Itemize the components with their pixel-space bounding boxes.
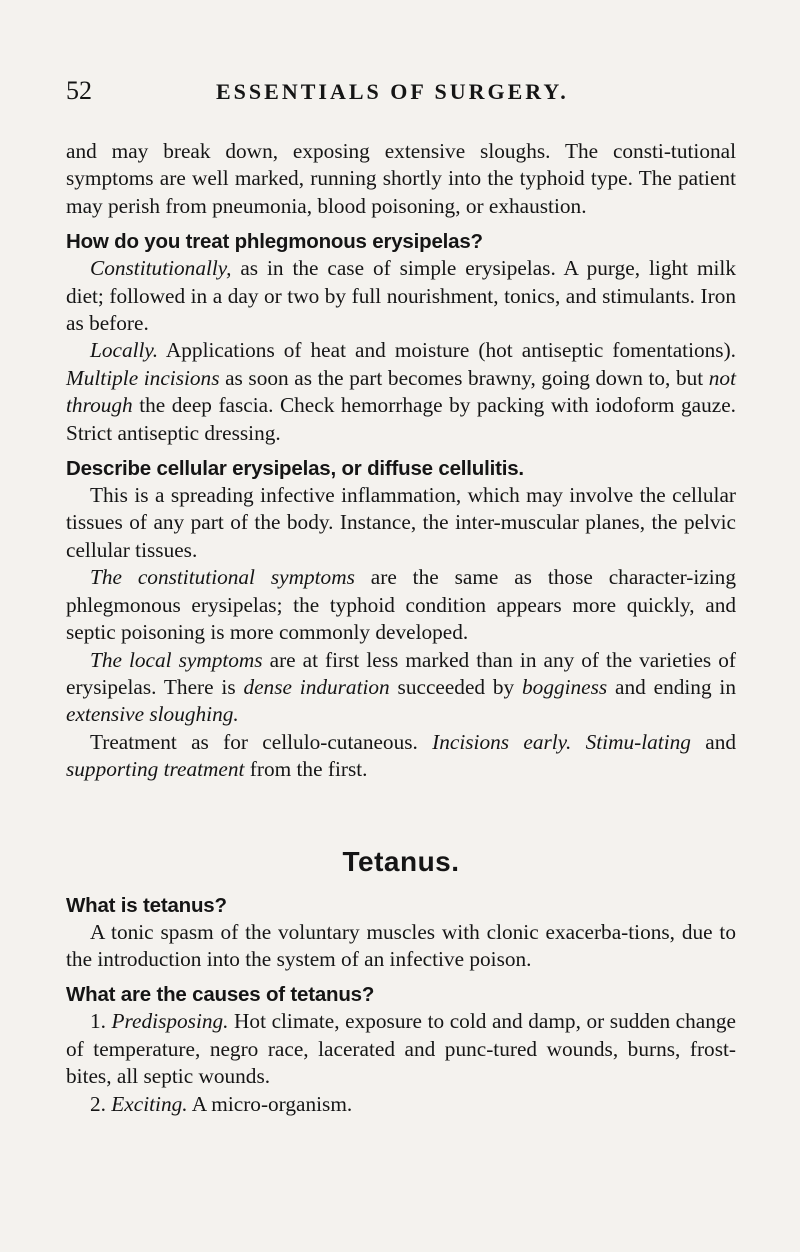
answer-text: Treatment as for cellulo-cutaneous. (90, 729, 433, 754)
emphasis-incisions-early: Incisions early. Stimu-lating (432, 729, 691, 754)
page-header (66, 76, 736, 110)
answer-text: succeeded by (389, 674, 523, 699)
question-treat-phlegmonous: How do you treat phlegmonous erysipelas? (66, 230, 483, 254)
opening-paragraph: and may break down, exposing extensive sloughs. The consti-tutional symptoms are well marked, running shortly into the typhoid type. The patient may perish from pneumonia, blood poisoning, or exhaustion. (66, 139, 736, 218)
answer-text: Applications of heat and moisture (hot antiseptic fomentations). (158, 338, 736, 363)
emphasis-exciting: Exciting. (111, 1091, 188, 1116)
list-number: 1. (90, 1009, 112, 1034)
emphasis-bogginess: bogginess (522, 674, 608, 699)
answer-text: and (690, 729, 736, 754)
question-describe-cellular: Describe cellular erysipelas, or diffuse cellulitis. (66, 457, 524, 481)
emphasis-locally: Locally. (90, 338, 159, 363)
emphasis-supporting-treatment: supporting treatment (66, 757, 245, 782)
emphasis-extensive-sloughing: extensive sloughing. (66, 702, 239, 727)
answer-text: and ending in (607, 674, 736, 699)
answer-treatment (66, 729, 736, 784)
answer-text: the deep fascia. Check hemorrhage by packing with iodoform gauze. Strict antiseptic dressing. (66, 393, 736, 445)
answer-text: Hot climate, exposure to cold and damp, or sudden change of temperature, negro race, lacerated and punc-tured wounds, burns, frost-bites, all septic wounds. (66, 1009, 736, 1089)
running-head: ESSENTIALS OF SURGERY. (216, 79, 569, 104)
section-title: Tetanus. (342, 845, 460, 877)
emphasis-not-through: not through (66, 365, 736, 418)
answer-constitutionally (66, 255, 736, 337)
answer-locally (66, 337, 736, 447)
answer-text: as in the case of simple erysipelas. A purge, light milk diet; followed in a day or two by full nourishment, tonics, and stimulants. Iron as before. (66, 256, 736, 336)
emphasis-dense-induration: dense induration (243, 674, 390, 699)
answer-text: from the first. (244, 757, 368, 782)
answer-tetanus-definition: A tonic spasm of the voluntary muscles with clonic exacerba-tions, due to the introduction into the system of an infective poison. (66, 919, 736, 971)
emphasis-predisposing: Predisposing. (111, 1009, 229, 1034)
page-number: 52 (66, 76, 92, 105)
answer-predisposing (66, 1008, 736, 1090)
answer-text: as soon as the part becomes brawny, going down to, but (219, 365, 709, 390)
emphasis-local-symptoms: The local symptoms (90, 647, 263, 672)
answer-text: are at first less marked than in any of the varieties of erysipelas. There is (66, 647, 736, 699)
list-number: 2. (90, 1091, 112, 1116)
answer-exciting (66, 1091, 736, 1118)
emphasis-multiple-incisions: Multiple incisions (66, 365, 220, 390)
question-what-is-tetanus: What is tetanus? (66, 893, 227, 917)
answer-definition: This is a spreading infective inflammation, which may involve the cellular tissues of any part of the body. Instance, the inter-muscular planes, the pelvic cellular tissues. (66, 483, 736, 562)
answer-text: A micro-organism. (187, 1091, 353, 1116)
answer-text: are the same as those character-izing phlegmonous erysipelas; the typhoid condition appears more quickly, and septic poisoning is more commonly developed. (66, 565, 736, 645)
answer-local-symptoms (66, 647, 736, 729)
answer-constitutional-symptoms (66, 564, 736, 646)
emphasis-constitutionally: Constitutionally, (90, 256, 232, 281)
question-causes-tetanus: What are the causes of tetanus? (66, 983, 375, 1007)
emphasis-constitutional-symptoms: The constitutional symptoms (90, 565, 355, 590)
